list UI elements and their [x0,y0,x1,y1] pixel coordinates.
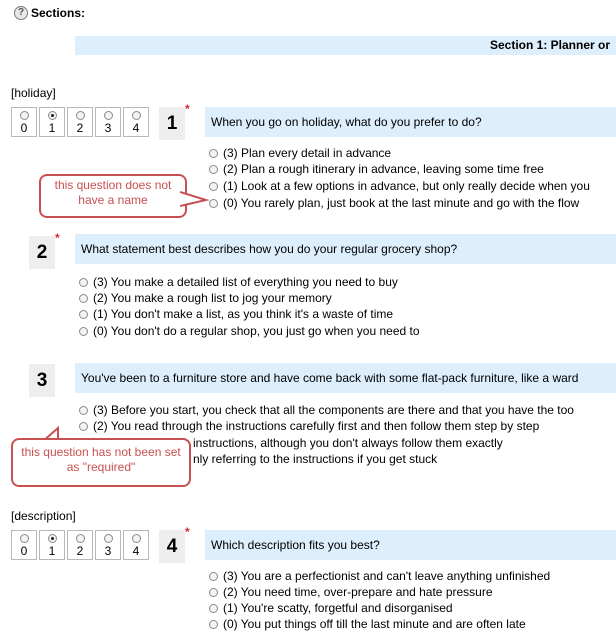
answer-option[interactable] [209,161,616,177]
answer-option[interactable] [79,402,616,418]
radio-button[interactable] [132,111,141,120]
score-option-0[interactable] [11,530,37,560]
radio-button[interactable] [209,182,218,191]
radio-button[interactable] [104,111,113,120]
answer-option[interactable] [209,145,616,161]
radio-button[interactable] [132,534,141,543]
score-label: 4 [132,544,140,558]
required-marker: * [185,525,190,539]
answer-option-label: (2) You need time, over-prepare and hate pressure [223,585,493,599]
answer-option-label: (3) You are a perfectionist and can't leave anything unfinished [223,569,551,583]
question-number: 1 [159,107,185,140]
score-option-1[interactable] [39,107,65,137]
annotation-callout-not-required: this question has not been set as "required" [11,438,191,487]
radio-button[interactable] [79,422,88,431]
answer-option[interactable] [209,178,616,194]
radio-button[interactable] [79,278,88,287]
radio-button-selected[interactable] [48,111,57,120]
sections-label: Sections: [31,6,86,20]
answer-option[interactable] [79,274,616,290]
score-option-0[interactable] [11,107,37,137]
answer-option-label: (1) You don't make a list, as you think it's a waste of time [93,307,394,321]
score-label: 3 [104,121,112,135]
radio-button[interactable] [76,534,85,543]
radio-button[interactable] [20,534,29,543]
question-number: 4 [159,530,185,563]
answer-option[interactable] [193,451,616,467]
answer-option[interactable] [79,306,616,322]
question-text: When you go on holiday, what do you prefer to do? [205,107,616,137]
answer-option-label: (0) You don't do a regular shop, you just go when you need to [93,324,420,338]
question-number: 2 [29,236,55,269]
question-text: Which description fits you best? [205,530,616,560]
answer-option-label: (0) You put things off till the last minute and are often late [223,617,526,631]
help-icon[interactable]: ? [14,6,28,20]
question-text: What statement best describes how you do your regular grocery shop? [75,234,616,264]
answer-option-label: nly referring to the instructions if you get stuck [193,452,438,466]
answer-option[interactable] [79,418,616,434]
score-option-3[interactable] [95,530,121,560]
section-header-bar [75,36,616,55]
radio-button[interactable] [209,620,218,629]
answer-option-label: (2) You read through the instructions carefully first and then follow them step by step [93,419,540,433]
callout-pointer [180,190,210,210]
score-option-2[interactable] [67,107,93,137]
required-marker: * [55,231,60,245]
score-option-1[interactable] [39,530,65,560]
score-option-3[interactable] [95,107,121,137]
question-name-label: [description] [11,509,76,523]
score-option-4[interactable] [123,530,149,560]
radio-button[interactable] [104,534,113,543]
answer-option[interactable] [79,290,616,306]
score-radio-group [11,107,151,137]
answer-option[interactable] [209,568,616,584]
question-text: You've been to a furniture store and have come back with some flat-pack furniture, like a ward [75,363,616,393]
required-marker: * [185,102,190,116]
answer-option[interactable] [209,195,616,211]
radio-button[interactable] [79,310,88,319]
radio-button[interactable] [79,294,88,303]
score-label: 0 [20,544,28,558]
radio-button[interactable] [209,588,218,597]
answer-option-label: (1) Look at a few options in advance, but only really decide when you [223,179,590,193]
annotation-callout-no-name: this question does not have a name [39,174,187,218]
question-name-label: [holiday] [11,86,56,100]
answer-option[interactable] [209,616,616,632]
score-label: 0 [20,121,28,135]
radio-button[interactable] [79,406,88,415]
score-label: 3 [104,544,112,558]
answer-option[interactable] [193,435,616,451]
answer-option-label: (3) You make a detailed list of everything you need to buy [93,275,398,289]
question-number: 3 [29,364,55,397]
score-option-2[interactable] [67,530,93,560]
answer-option-label: (1) You're scatty, forgetful and disorganised [223,601,453,615]
answer-option-label: (2) Plan a rough itinerary in advance, leaving some time free [223,162,544,176]
radio-button[interactable] [209,165,218,174]
answer-option-label: (2) You make a rough list to jog your memory [93,291,332,305]
radio-button[interactable] [209,199,218,208]
radio-button[interactable] [209,149,218,158]
section-title: Section 1: Planner or [489,38,610,52]
answer-option-label: (3) Before you start, you check that all the components are there and that you have the too [93,403,574,417]
answer-option-label: (0) You rarely plan, just book at the last minute and go with the flow [223,196,580,210]
radio-button[interactable] [209,572,218,581]
answer-option[interactable] [79,323,616,339]
score-label: 2 [76,121,84,135]
radio-button[interactable] [20,111,29,120]
radio-button[interactable] [209,604,218,613]
answer-option-label: (3) Plan every detail in advance [223,146,392,160]
score-label: 4 [132,121,140,135]
score-label: 1 [48,544,56,558]
score-option-4[interactable] [123,107,149,137]
radio-button[interactable] [79,327,88,336]
score-radio-group [11,530,151,560]
radio-button[interactable] [76,111,85,120]
score-label: 1 [48,121,56,135]
answer-option-label: instructions, although you don't always follow them exactly [193,436,503,450]
answer-option[interactable] [209,600,616,616]
score-label: 2 [76,544,84,558]
answer-option[interactable] [209,584,616,600]
radio-button-selected[interactable] [48,534,57,543]
